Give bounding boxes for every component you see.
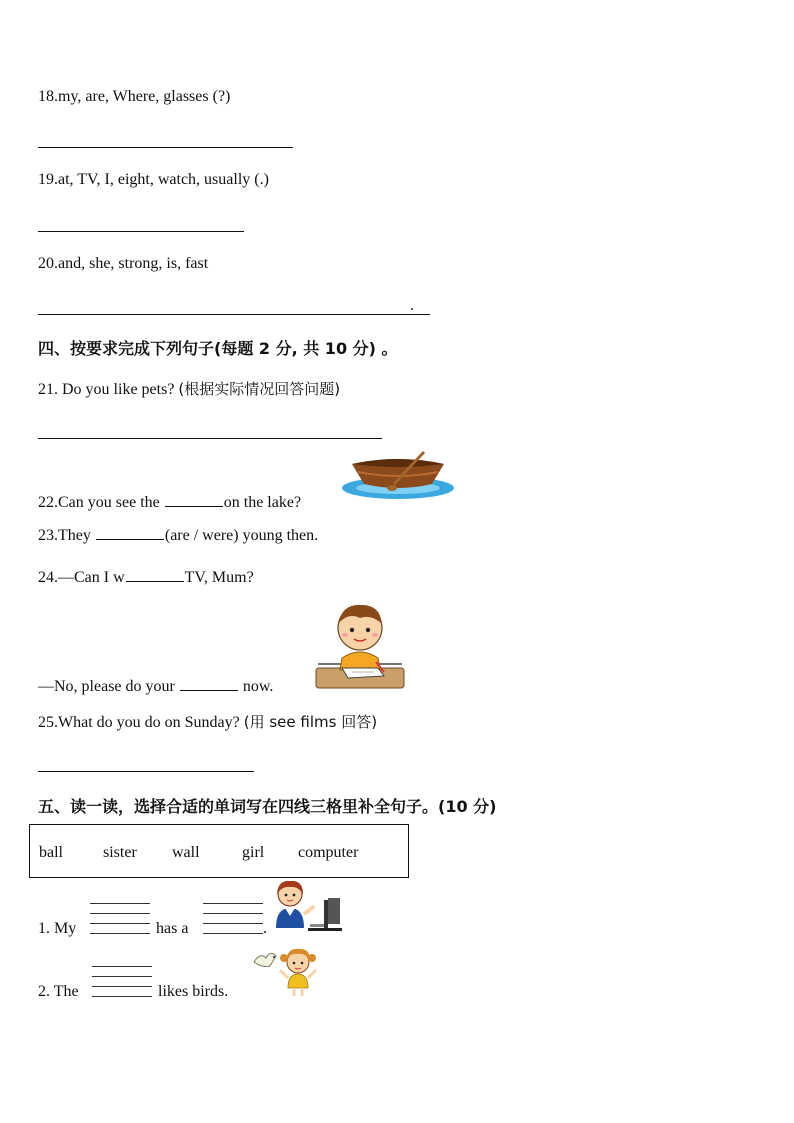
question-24-reply-text: —No, please do your bbox=[38, 678, 179, 695]
word-wall: wall bbox=[172, 844, 200, 861]
word-ball: ball bbox=[39, 844, 63, 861]
boat-on-lake-image bbox=[340, 450, 458, 502]
sentence-1-middle: has a bbox=[156, 920, 189, 937]
answer-20-period: . bbox=[410, 297, 414, 314]
question-24 bbox=[38, 567, 254, 587]
answer-line-18[interactable] bbox=[38, 147, 293, 148]
question-23-text: 23.They bbox=[38, 527, 95, 544]
answer-line-25[interactable] bbox=[38, 771, 254, 772]
question-24-text: 24.—Can I w bbox=[38, 569, 125, 586]
girl-with-computer-image bbox=[270, 878, 344, 936]
question-21-note: (根据实际情况回答问题) bbox=[178, 380, 341, 398]
question-22-text-end: on the lake? bbox=[223, 494, 302, 511]
boy-doing-homework-image bbox=[314, 600, 406, 690]
question-19: 19.at, TV, I, eight, watch, usually (.) bbox=[38, 171, 269, 188]
blank-24a[interactable] bbox=[126, 567, 184, 582]
section-5-title: 五、读一读，选择合适的单词写在四线三格里补全句子。(10 分) bbox=[38, 797, 497, 816]
four-line-grid-2[interactable] bbox=[92, 966, 152, 996]
question-23 bbox=[38, 525, 318, 545]
question-22 bbox=[38, 492, 301, 512]
question-23-text-end: (are / were) young then. bbox=[164, 527, 319, 544]
sentence-1-start: 1. My bbox=[38, 920, 77, 937]
blank-24b[interactable] bbox=[180, 676, 238, 691]
answer-line-20[interactable] bbox=[38, 314, 430, 315]
four-line-grid-1a[interactable] bbox=[90, 903, 150, 933]
blank-22[interactable] bbox=[165, 492, 223, 507]
question-25-note: (用 see films 回答) bbox=[243, 713, 378, 731]
word-girl: girl bbox=[242, 844, 265, 861]
word-sister: sister bbox=[103, 844, 137, 861]
question-20: 20.and, she, strong, is, fast bbox=[38, 255, 209, 272]
sentence-2-start: 2. The bbox=[38, 983, 79, 1000]
answer-line-19[interactable] bbox=[38, 231, 244, 232]
sentence-1-end: . bbox=[263, 920, 267, 937]
question-25 bbox=[38, 711, 377, 732]
question-21 bbox=[38, 378, 340, 399]
word-bank-box bbox=[29, 824, 409, 878]
question-25-text: 25.What do you do on Sunday? bbox=[38, 714, 244, 731]
answer-line-21[interactable] bbox=[38, 438, 382, 439]
four-line-grid-1b[interactable] bbox=[203, 903, 263, 933]
sentence-2-end: likes birds. bbox=[158, 983, 229, 1000]
question-18: 18.my, are, Where, glasses (?) bbox=[38, 88, 231, 105]
section-4-title: 四、按要求完成下列句子(每题 2 分, 共 10 分) 。 bbox=[38, 339, 398, 358]
question-22-text: 22.Can you see the bbox=[38, 494, 164, 511]
girl-with-bird-image bbox=[250, 944, 324, 998]
word-computer: computer bbox=[298, 844, 359, 861]
question-24-text-end: TV, Mum? bbox=[184, 569, 254, 586]
question-24-reply bbox=[38, 676, 273, 696]
blank-23[interactable] bbox=[96, 525, 164, 540]
question-24-reply-text-end: now. bbox=[238, 678, 274, 695]
question-21-text: 21. Do you like pets? bbox=[38, 381, 179, 398]
